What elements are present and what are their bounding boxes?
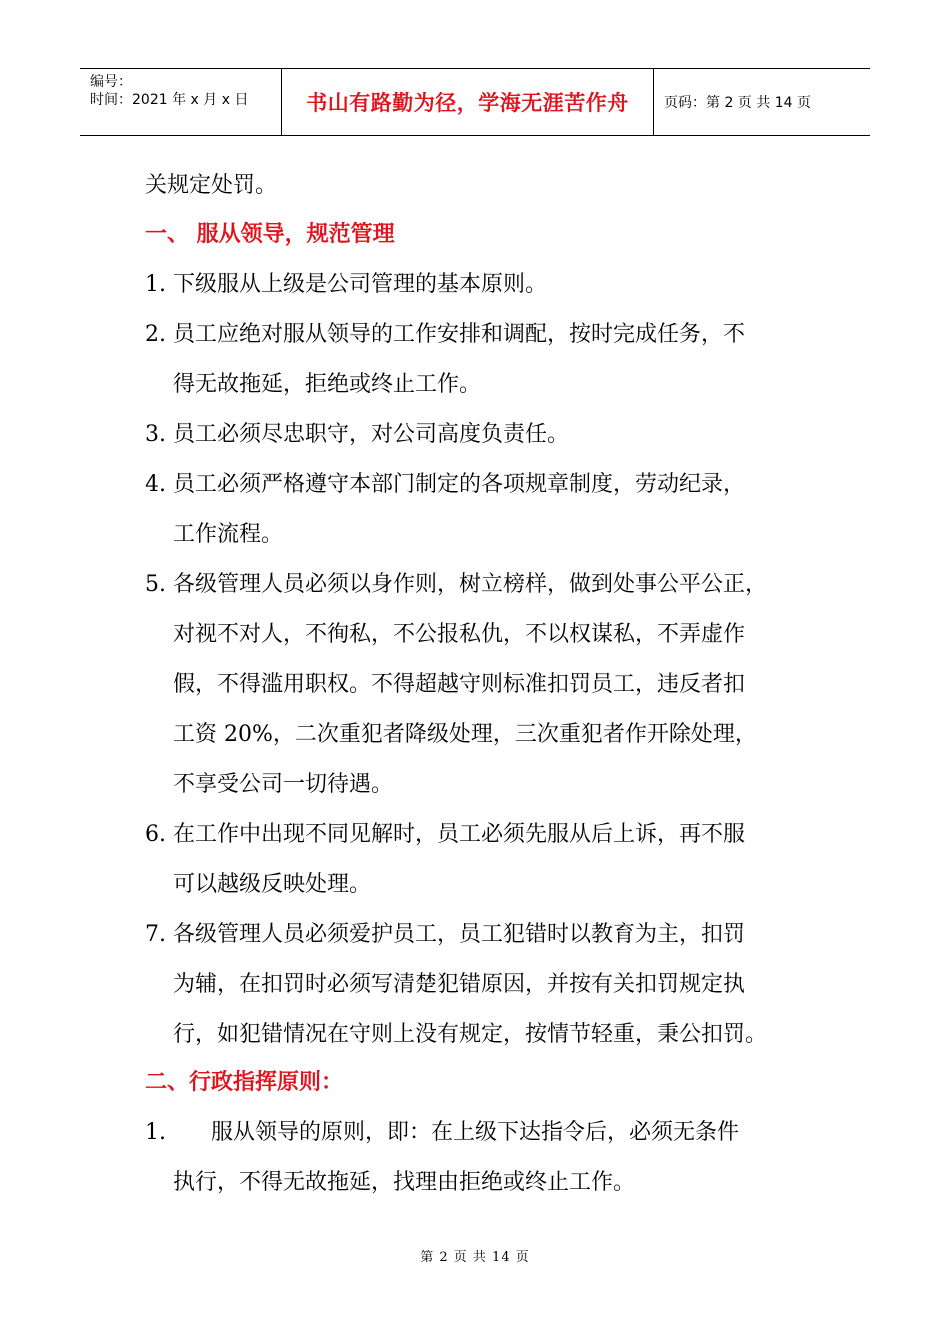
section2-title: 二、行政指挥原则： (145, 1070, 344, 1095)
list-item-text: 员工应绝对服从领导的工作安排和调配，按时完成任务，不 (173, 322, 746, 347)
number-label: 编号： (90, 74, 132, 90)
list-item-text: 各级管理人员必须以身作则，树立榜样，做到处事公平公正， (173, 572, 768, 597)
list-item-text: 下级服从上级是公司管理的基本原则。 (173, 272, 548, 297)
header-motto-cell (282, 69, 654, 135)
header-meta (80, 69, 282, 135)
list-item-number: 5. (145, 572, 166, 597)
motto: 书山有路勤为径，学海无涯苦作舟 (306, 91, 629, 115)
page-header (80, 68, 870, 136)
header-page-cell (654, 69, 870, 135)
list-item-text: 各级管理人员必须爱护员工，员工犯错时以教育为主，扣罚 (173, 922, 746, 947)
list-item-text: 行，如犯错情况在守则上没有规定，按情节轻重，秉公扣罚。 (173, 1022, 768, 1047)
list-item-text: 假，不得滥用职权。不得超越守则标准扣罚员工，违反者扣 (173, 672, 746, 697)
intro-text: 关规定处罚。 (145, 173, 278, 198)
list-item-number: 4. (145, 472, 166, 497)
list-item-text: 服从领导的原则，即：在上级下达指令后，必须无条件 (211, 1120, 740, 1145)
list-item-number: 2. (145, 322, 166, 347)
list-item-text: 对视不对人，不徇私，不公报私仇，不以权谋私，不弄虚作 (173, 622, 746, 647)
list-item-text: 工资 20%，二次重犯者降级处理，三次重犯者作开除处理， (173, 722, 757, 747)
list-item-number: 7. (145, 922, 166, 947)
list-item-text: 可以越级反映处理。 (173, 872, 372, 897)
list-item-text: 员工必须严格遵守本部门制定的各项规章制度，劳动纪录， (173, 472, 746, 497)
list-item-text: 在工作中出现不同见解时，员工必须先服从后上诉，再不服 (173, 822, 746, 847)
list-item-text: 工作流程。 (173, 522, 284, 547)
list-item-text: 员工必须尽忠职守，对公司高度负责任。 (173, 422, 570, 447)
list-item-number: 6. (145, 822, 166, 847)
page-footer: 第 2 页 共 14 页 (420, 1250, 530, 1265)
list-item-number: 1. (145, 1120, 166, 1145)
list-item-text: 为辅，在扣罚时必须写清楚犯错原因，并按有关扣罚规定执 (173, 972, 746, 997)
list-item-text: 得无故拖延，拒绝或终止工作。 (173, 372, 482, 397)
list-item-number: 3. (145, 422, 166, 447)
list-item-number: 1. (145, 272, 166, 297)
time-label: 时间：2021 年 x 月 x 日 (90, 92, 249, 108)
list-item-text: 不享受公司一切待遇。 (173, 772, 394, 797)
section1-title: 一、 服从领导，规范管理 (145, 222, 395, 247)
list-item-text: 执行，不得无故拖延，找理由拒绝或终止工作。 (173, 1170, 636, 1195)
page-label: 页码：第 2 页 共 14 页 (664, 95, 811, 111)
